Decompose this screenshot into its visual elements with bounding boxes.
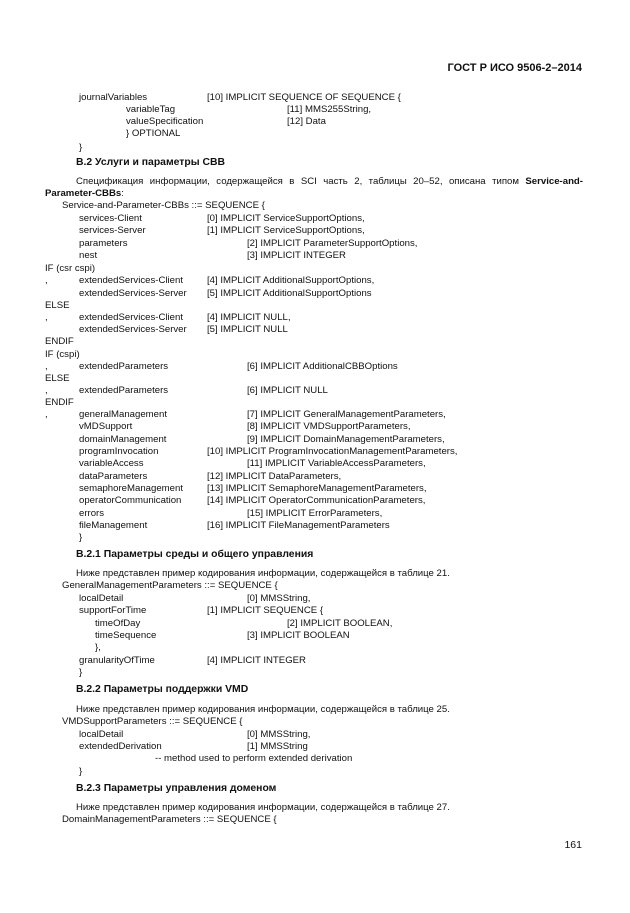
code-line: operatorCommunication	[79, 495, 182, 506]
code-line: DomainManagementParameters ::= SEQUENCE {	[62, 814, 277, 825]
code-line: Ниже представлен пример кодирования информации, содержащейся в таблице 25.	[76, 704, 450, 715]
code-line-type: [0] MMSString,	[247, 729, 311, 740]
code-line-type: [8] IMPLICIT VMDSupportParameters,	[247, 421, 411, 432]
code-line: supportForTime	[79, 605, 147, 616]
code-line-type: [5] IMPLICIT AdditionalSupportOptions	[207, 288, 372, 299]
code-line: -- method used to perform extended derivation	[155, 753, 353, 764]
code-line-type: [1] MMSString	[247, 741, 308, 752]
code-line: }	[79, 766, 83, 777]
code-line: ,	[45, 409, 48, 420]
code-line: dataParameters	[79, 471, 148, 482]
code-line: IF (cspi)	[45, 349, 80, 360]
code-line-type: [11] IMPLICIT VariableAccessParameters,	[247, 458, 426, 469]
code-line-type: [5] IMPLICIT NULL	[207, 324, 288, 335]
code-line: ,	[45, 361, 48, 372]
code-line: }	[79, 667, 83, 678]
code-line: ENDIF	[45, 336, 74, 347]
section-heading: В.2 Услуги и параметры CBB	[76, 157, 225, 168]
code-line: ELSE	[45, 373, 70, 384]
code-line: localDetail	[79, 729, 124, 740]
code-line: parameters	[79, 238, 128, 249]
code-line: extendedServices-Client	[79, 275, 183, 286]
code-line-type: [10] IMPLICIT SEQUENCE OF SEQUENCE {	[207, 92, 401, 103]
code-line: GeneralManagementParameters ::= SEQUENCE {	[62, 580, 278, 591]
code-line: extendedDerivation	[79, 741, 162, 752]
code-line: journalVariables	[79, 92, 148, 103]
code-line-type: [1] IMPLICIT ServiceSupportOptions,	[207, 225, 365, 236]
code-line: programInvocation	[79, 446, 159, 457]
code-line: } OPTIONAL	[126, 128, 181, 139]
code-line: fileManagement	[79, 520, 148, 531]
code-line-type: [7] IMPLICIT GeneralManagementParameters,	[247, 409, 446, 420]
code-line: semaphoreManagement	[79, 483, 183, 494]
code-line-type: [2] IMPLICIT ParameterSupportOptions,	[247, 238, 418, 249]
code-line: },	[95, 642, 101, 653]
code-line: extendedServices-Server	[79, 324, 187, 335]
code-line-type: [3] IMPLICIT INTEGER	[247, 250, 346, 261]
paragraph-colon: :	[121, 188, 124, 199]
code-line: extendedParameters	[79, 385, 169, 396]
code-line: services-Server	[79, 225, 146, 236]
code-line: granularityOfTime	[79, 655, 155, 666]
code-line: }	[79, 142, 83, 153]
code-line: extendedServices-Server	[79, 288, 187, 299]
code-line: generalManagement	[79, 409, 168, 420]
code-line-type: [0] IMPLICIT ServiceSupportOptions,	[207, 213, 365, 224]
code-line-type: [4] IMPLICIT AdditionalSupportOptions,	[207, 275, 375, 286]
page-number: 161	[564, 839, 582, 851]
code-line-type: [15] IMPLICIT ErrorParameters,	[247, 508, 383, 519]
code-line: ELSE	[45, 300, 70, 311]
code-line-type: [0] MMSString,	[247, 593, 311, 604]
code-line-type: [1] IMPLICIT SEQUENCE {	[207, 605, 324, 616]
section-heading: В.2.1 Параметры среды и общего управления	[76, 549, 314, 560]
code-line: variableAccess	[79, 458, 144, 469]
code-line-type: [3] IMPLICIT BOOLEAN	[247, 630, 350, 641]
code-line: timeSequence	[95, 630, 157, 641]
code-line-type: [12] Data	[287, 116, 326, 127]
code-line: IF (csr cspi)	[45, 263, 96, 274]
code-line-type: [6] IMPLICIT AdditionalCBBOptions	[247, 361, 398, 372]
code-line: ,	[45, 312, 48, 323]
code-line: ,	[45, 275, 48, 286]
code-line: domainManagement	[79, 434, 167, 445]
code-line: vMDSupport	[79, 421, 133, 432]
code-line: extendedParameters	[79, 361, 169, 372]
code-line: Service-and-Parameter-CBBs ::= SEQUENCE {	[62, 200, 265, 211]
code-line: ENDIF	[45, 397, 74, 408]
code-line: Ниже представлен пример кодирования информации, содержащейся в таблице 21.	[76, 568, 450, 579]
section-heading: В.2.3 Параметры управления доменом	[76, 783, 277, 794]
code-line: services-Client	[79, 213, 142, 224]
code-line: errors	[79, 508, 105, 519]
code-line-type: [10] IMPLICIT ProgramInvocationManagementParameters,	[207, 446, 458, 457]
section-heading: В.2.2 Параметры поддержки VMD	[76, 684, 249, 695]
code-line: Ниже представлен пример кодирования информации, содержащейся в таблице 27.	[76, 802, 450, 813]
code-line: localDetail	[79, 593, 124, 604]
code-line-type: [9] IMPLICIT DomainManagementParameters,	[247, 434, 445, 445]
code-line-type: [12] IMPLICIT DataParameters,	[207, 471, 342, 482]
code-line-type: [11] MMS255String,	[287, 104, 372, 115]
code-line: extendedServices-Client	[79, 312, 183, 323]
paragraph-text: Спецификация информации, содержащейся в SCI часть 2, таблицы 20–52, описана типом	[76, 176, 526, 187]
code-line-type: [14] IMPLICIT OperatorCommunicationParameters,	[207, 495, 426, 506]
code-line: }	[79, 532, 83, 543]
code-line: valueSpecification	[126, 116, 204, 127]
code-line: VMDSupportParameters ::= SEQUENCE {	[62, 716, 243, 727]
code-line: ,	[45, 385, 48, 396]
paragraph-type-name: Service-and-Parameter-CBBs	[45, 176, 583, 199]
code-line-type: [4] IMPLICIT INTEGER	[207, 655, 306, 666]
intro-paragraph	[45, 176, 583, 200]
document-header: ГОСТ Р ИСО 9506-2–2014	[447, 62, 582, 74]
code-line-type: [13] IMPLICIT SemaphoreManagementParameters,	[207, 483, 427, 494]
code-line-type: [16] IMPLICIT FileManagementParameters	[207, 520, 390, 531]
code-line-type: [2] IMPLICIT BOOLEAN,	[287, 618, 393, 629]
code-line: variableTag	[126, 104, 176, 115]
code-line-type: [6] IMPLICIT NULL	[247, 385, 328, 396]
code-line: timeOfDay	[95, 618, 141, 629]
code-line-type: [4] IMPLICIT NULL,	[207, 312, 291, 323]
code-line: nest	[79, 250, 98, 261]
